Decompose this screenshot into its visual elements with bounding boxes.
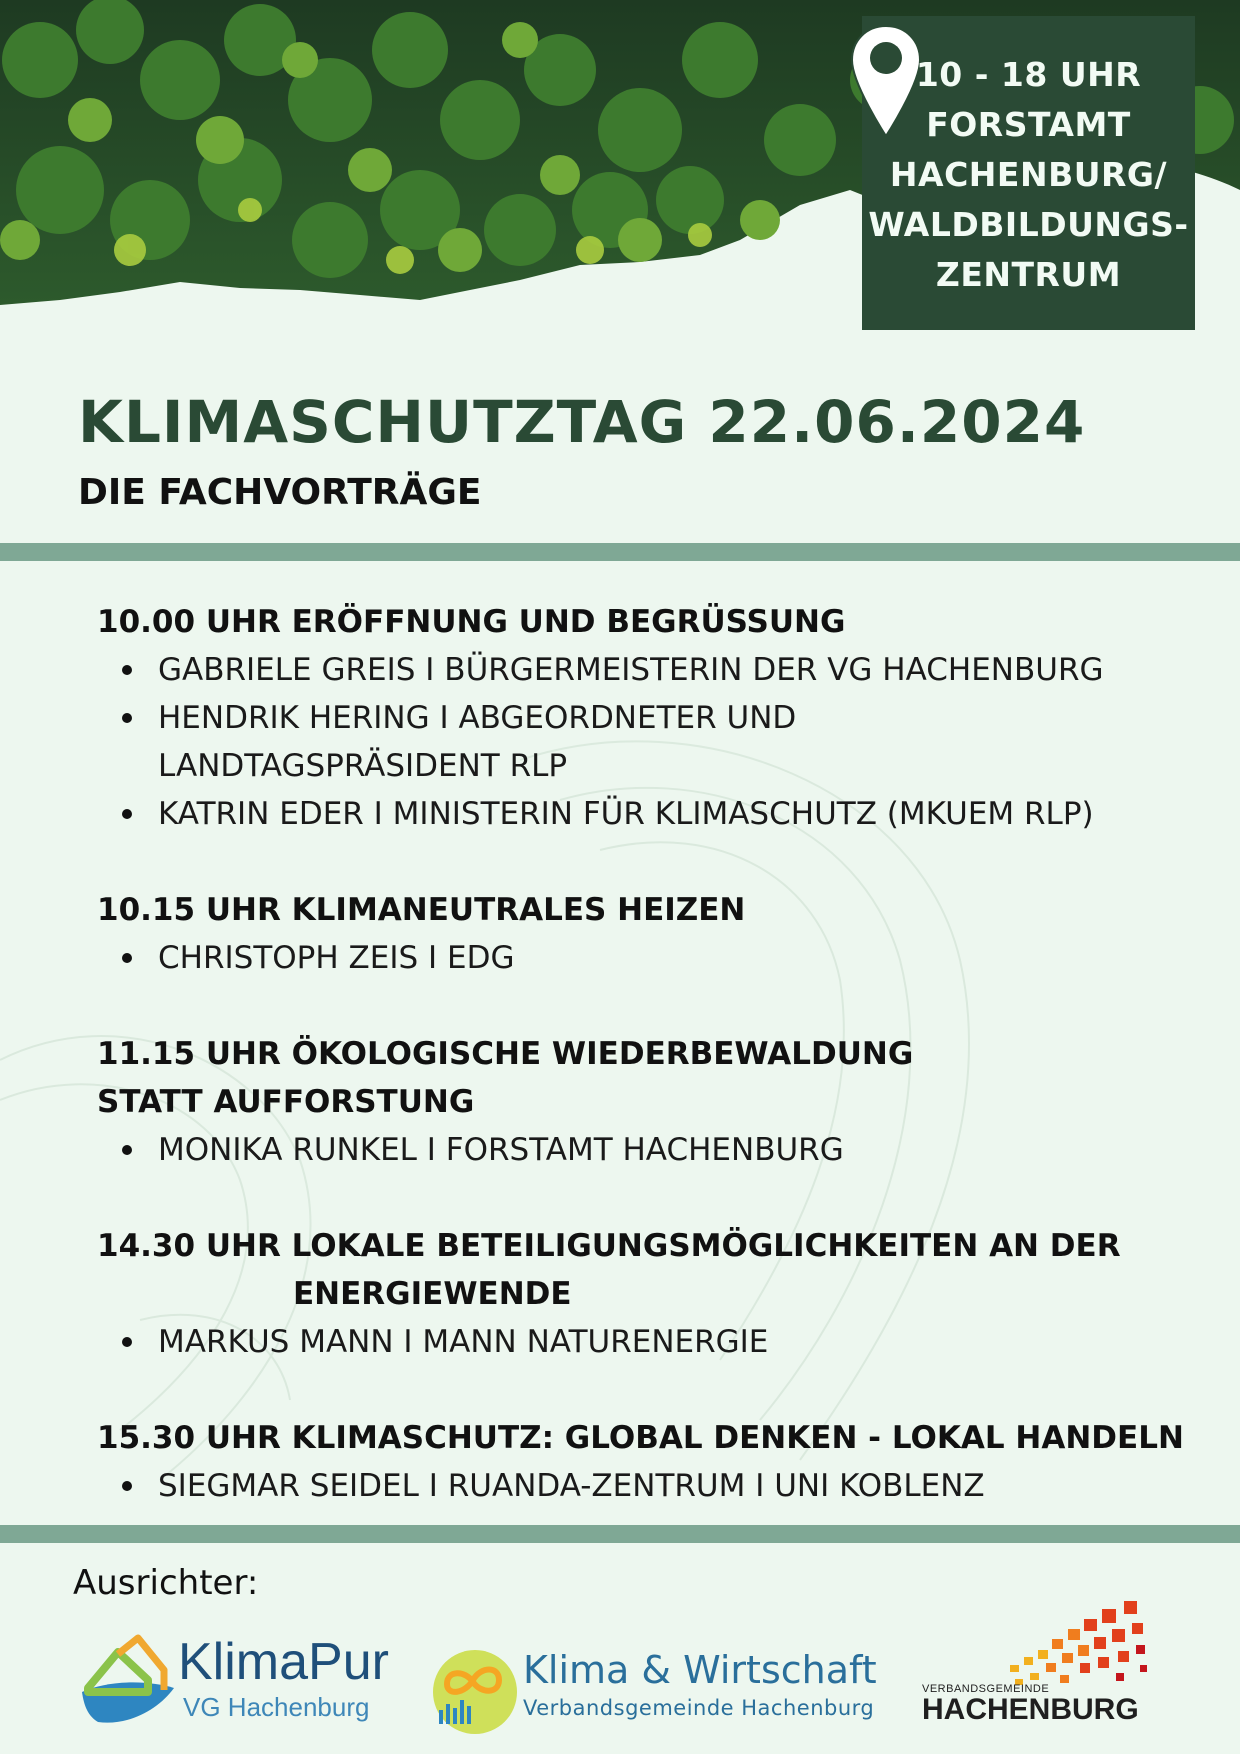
speaker-item [97,790,1207,838]
klima-wirtschaft-subtitle: Verbandsgemeinde Hachenburg [523,1696,875,1720]
divider-top [0,543,1240,561]
speaker-text: KATRIN EDER I MINISTERIN FÜR KLIMASCHUTZ (MKUEM RLP) [158,796,1094,832]
session-heading: 11.15 UHR ÖKOLOGISCHE WIEDERBEWALDUNG STATT AUFFORSTUNG [97,1036,914,1120]
session-heading: 10.15 UHR KLIMANEUTRALES HEIZEN [97,892,746,928]
agenda-session [97,886,1207,982]
hachenburg-big-text: HACHENBURG [922,1693,1139,1726]
speaker-text: GABRIELE GREIS I BÜRGERMEISTERIN DER VG HACHENBURG [158,652,1104,688]
speaker-item [97,646,1207,694]
speaker-text: CHRISTOPH ZEIS I EDG [158,940,515,976]
speaker-item [97,934,1207,982]
session-heading: 10.00 UHR ERÖFFNUNG UND BEGRÜSSUNG [97,604,846,640]
bullet-icon [122,953,132,963]
speaker-text: MONIKA RUNKEL I FORSTAMT HACHENBURG [158,1132,844,1168]
agenda [97,598,1207,1510]
session-heading [97,1222,1207,1318]
agenda-session [97,1414,1207,1510]
location-line: FORSTAMT [926,105,1131,144]
agenda-session [97,598,1207,838]
speaker-item [97,694,1207,790]
speaker-item [97,1462,1207,1510]
speaker-text: SIEGMAR SEIDEL I RUANDA-ZENTRUM I UNI KOBLENZ [158,1468,985,1504]
hachenburg-sunburst-icon [920,1595,1170,1695]
speaker-list [97,1126,1207,1174]
agenda-session [97,1222,1207,1366]
speaker-list [97,1318,1207,1366]
klimapur-house-icon [78,1630,178,1730]
hachenburg-logo [920,1595,1170,1725]
speaker-item [97,1126,1207,1174]
klima-wirtschaft-emblem-icon [425,1640,520,1740]
page-title: KLIMASCHUTZTAG 22.06.2024 [78,388,1086,456]
location-line: 10 - 18 UHR [915,55,1142,94]
klimapur-subtitle: VG Hachenburg [183,1692,370,1722]
speaker-list [97,646,1207,838]
session-heading-line: 14.30 UHR LOKALE BETEILIGUNGSMÖGLICHKEITEN AN DER [97,1228,1121,1264]
hachenburg-small-text: VERBANDSGEMEINDE [922,1683,1050,1695]
session-heading-line: ENERGIEWENDE [293,1276,572,1312]
speaker-list [97,1462,1207,1510]
bullet-icon [122,1481,132,1491]
bullet-icon [122,665,132,675]
klimapur-logo [78,1630,398,1730]
location-line: ZENTRUM [935,255,1122,294]
speaker-text: MARKUS MANN I MANN NATURENERGIE [158,1324,769,1360]
bullet-icon [122,1145,132,1155]
organizers-label: Ausrichter: [73,1563,259,1603]
agenda-session [97,1030,1207,1174]
klima-wirtschaft-title: Klima & Wirtschaft [523,1648,877,1692]
bullet-icon [122,1337,132,1347]
bullet-icon [122,713,132,723]
location-line: HACHENBURG/ [889,155,1168,194]
klima-wirtschaft-logo [425,1640,877,1740]
session-heading: 15.30 UHR KLIMASCHUTZ: GLOBAL DENKEN - LOKAL HANDELN [97,1420,1184,1456]
location-text [862,50,1195,300]
divider-bottom [0,1525,1240,1543]
klimapur-title: KlimaPur [178,1633,389,1691]
speaker-text: HENDRIK HERING I ABGEORDNETER UND LANDTAGSPRÄSIDENT RLP [158,700,797,784]
bullet-icon [122,809,132,819]
location-line: WALDBILDUNGS- [868,205,1189,244]
speaker-item [97,1318,1207,1366]
speaker-list [97,934,1207,982]
page-subtitle: DIE FACHVORTRÄGE [78,472,482,513]
